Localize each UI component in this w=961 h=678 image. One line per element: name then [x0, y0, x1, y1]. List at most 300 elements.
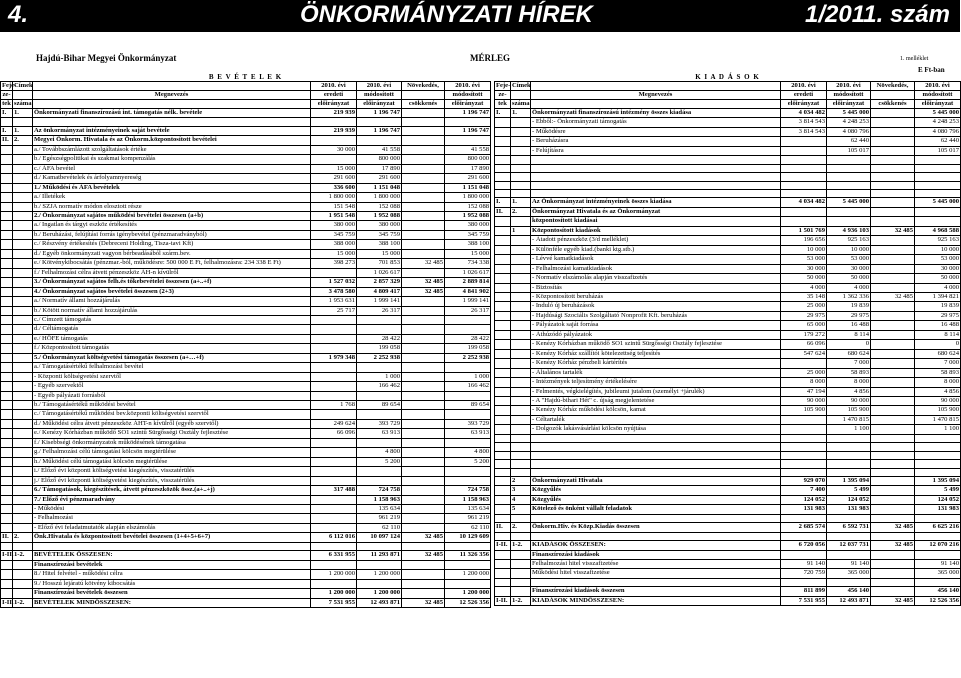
- row-code: [1, 268, 13, 277]
- row-value: [871, 264, 915, 273]
- row-value: [871, 460, 915, 468]
- row-value: [402, 476, 445, 485]
- row-value: 66 096: [781, 340, 827, 349]
- col-header: módosított: [827, 91, 871, 100]
- row-value: [915, 451, 961, 459]
- row-label: - Kenézy Kórház szállítói kötelezettség teljesítés: [531, 349, 781, 358]
- row-code: [511, 587, 531, 596]
- row-code: [495, 283, 511, 292]
- row-value: [871, 505, 915, 514]
- row-value: [311, 560, 357, 569]
- row-code: [1, 401, 13, 410]
- row-label: Az önkormányzat intézményeinek saját bevétele: [33, 126, 311, 135]
- row-code: [511, 425, 531, 434]
- row-value: 380 000: [357, 221, 402, 230]
- col-header: előirányzat: [311, 100, 357, 109]
- row-value: 30 000: [311, 145, 357, 154]
- table-row: [495, 425, 961, 434]
- row-value: [871, 236, 915, 245]
- row-code: [1, 334, 13, 343]
- row-code: [1, 505, 13, 514]
- row-code: [511, 340, 531, 349]
- row-label: b./ Kötött normatív állami hozzájárulás: [33, 306, 311, 315]
- table-row: [1, 560, 491, 569]
- row-code: [1, 372, 13, 381]
- row-value: 17 890: [357, 164, 402, 173]
- row-value: [357, 325, 402, 334]
- row-code: [495, 217, 511, 226]
- row-code: I-II.: [2, 551, 14, 559]
- row-value: 131 983: [915, 505, 961, 514]
- row-code: [495, 236, 511, 245]
- row-value: 0: [827, 340, 871, 349]
- row-value: 2 252 938: [445, 353, 491, 362]
- row-label: - Normatív elszámolás alapján visszafizetés: [531, 274, 781, 283]
- row-value: [871, 198, 915, 207]
- row-value: 12 070 216: [915, 541, 961, 550]
- col-header: 2010. évi: [445, 82, 491, 91]
- row-value: [402, 560, 445, 569]
- table-row: [1, 429, 491, 438]
- row-code: [13, 164, 33, 173]
- row-code: II.: [495, 523, 511, 532]
- row-value: 0: [915, 340, 961, 349]
- row-code: [13, 514, 33, 523]
- row-value: [357, 560, 402, 569]
- row-label: 7./ Előző évi pénzmaradvány: [33, 495, 311, 504]
- row-code: [511, 190, 531, 198]
- row-label: Központosított kiadások: [531, 226, 781, 235]
- row-value: 5 499: [827, 486, 871, 495]
- row-value: [402, 230, 445, 239]
- row-code: [495, 434, 511, 442]
- row-value: [827, 460, 871, 468]
- row-label: d./ Kamatbevételek és árfolyamnyereség: [33, 174, 311, 183]
- row-value: 1 200 000: [311, 589, 357, 598]
- row-code: [511, 514, 531, 522]
- table-row: [1, 598, 491, 607]
- row-value: 16 488: [915, 321, 961, 330]
- row-code: 2.: [511, 523, 531, 532]
- row-label: - Hajdúsági Szociális Szolgáltató Nonprofit Kft. beruházás: [531, 311, 781, 320]
- row-value: 720 759: [781, 569, 827, 578]
- row-code: [495, 550, 511, 559]
- row-label: Önkormányzati finanszírozású intézmény összes kiadása: [531, 109, 781, 118]
- row-value: [402, 268, 445, 277]
- row-value: 66 096: [311, 429, 357, 438]
- row-value: 1 026 617: [445, 268, 491, 277]
- row-value: [402, 249, 445, 258]
- row-value: [781, 173, 827, 181]
- row-label: - Egyéb pályázati forrásból: [33, 391, 311, 400]
- page-number: 4.: [8, 1, 29, 28]
- col-header: előirányzat: [445, 100, 491, 109]
- row-value: [402, 438, 445, 447]
- row-code: [13, 448, 33, 457]
- row-code: [1, 240, 13, 249]
- row-code: [13, 372, 33, 381]
- table-row: [1, 126, 491, 135]
- row-code: I.: [1, 126, 13, 135]
- row-value: [311, 457, 357, 466]
- row-value: 6 112 016: [311, 533, 357, 542]
- col-header: száma: [512, 100, 530, 107]
- row-label: - Különféle egyéb kiad.(banki ktg.stb.): [531, 245, 781, 254]
- table-row: [1, 287, 491, 296]
- newspaper-title: ÖNKORMÁNYZATI HÍREK: [300, 1, 593, 28]
- row-label: - Felújításra: [531, 146, 781, 155]
- row-value: [402, 193, 445, 202]
- row-label: [531, 164, 781, 172]
- row-value: [445, 560, 491, 569]
- row-value: 3 814 543: [781, 118, 827, 127]
- table-row: [495, 451, 961, 459]
- row-value: 4 080 796: [915, 127, 961, 136]
- table-row: [1, 457, 491, 466]
- table-row: [495, 368, 961, 377]
- row-value: 1 527 032: [311, 278, 357, 287]
- table-row: [495, 550, 961, 559]
- row-value: 1 953 631: [311, 297, 357, 306]
- table-row: [495, 396, 961, 405]
- row-value: 345 759: [357, 230, 402, 239]
- row-value: 50 000: [781, 274, 827, 283]
- table-row: [495, 255, 961, 264]
- row-code: [511, 255, 531, 264]
- row-value: [402, 589, 445, 598]
- revenue-section-title: B E V É T E L E K: [208, 73, 283, 81]
- row-value: [402, 164, 445, 173]
- row-value: 166 462: [445, 382, 491, 391]
- row-value: 811 899: [781, 587, 827, 596]
- row-code: [13, 579, 33, 588]
- row-value: [827, 514, 871, 522]
- row-code: [511, 532, 531, 540]
- row-code: [1, 118, 13, 126]
- row-code: I-II.: [2, 598, 14, 606]
- row-value: [781, 181, 827, 189]
- row-value: 4 800: [357, 448, 402, 457]
- row-value: 1 158 963: [445, 495, 491, 504]
- row-code: [1, 278, 13, 287]
- row-value: [311, 268, 357, 277]
- row-code: [495, 226, 511, 235]
- row-value: 1 196 747: [357, 109, 402, 118]
- table-row: [495, 578, 961, 586]
- row-value: [871, 173, 915, 181]
- row-code: [495, 330, 511, 339]
- row-code: [1, 419, 13, 428]
- row-value: 1 200 000: [445, 589, 491, 598]
- row-code: I.: [495, 198, 511, 207]
- row-code: [13, 382, 33, 391]
- row-value: [871, 156, 915, 164]
- row-code: [13, 145, 33, 154]
- row-code: [1, 230, 13, 239]
- row-code: [495, 321, 511, 330]
- row-code: [511, 560, 531, 569]
- table-row: [1, 174, 491, 183]
- row-code: I-II.: [495, 596, 511, 605]
- row-value: 5 445 000: [827, 109, 871, 118]
- row-value: [402, 467, 445, 476]
- table-row: [1, 183, 491, 192]
- table-row: [1, 118, 491, 126]
- row-code: [13, 391, 33, 400]
- row-code: I.: [495, 109, 511, 118]
- row-code: [495, 245, 511, 254]
- row-value: [871, 476, 915, 485]
- row-code: [495, 486, 511, 495]
- row-code: [13, 457, 33, 466]
- row-value: 5 499: [915, 486, 961, 495]
- row-code: [511, 330, 531, 339]
- row-code: [13, 410, 33, 419]
- row-code: 2.: [13, 533, 33, 542]
- table-row: [495, 560, 961, 569]
- row-code: [495, 532, 511, 540]
- row-label: [33, 542, 311, 550]
- row-code: [511, 406, 531, 415]
- row-code: [495, 340, 511, 349]
- row-label: a./ Támogatásértékű felhalmozási bevétel: [33, 363, 311, 372]
- row-value: 4 968 588: [915, 226, 961, 235]
- row-code: [511, 181, 531, 189]
- row-label: - Céltartalék: [531, 415, 781, 424]
- row-code: [1, 259, 13, 268]
- row-code: [511, 302, 531, 311]
- row-code: [13, 495, 33, 504]
- row-value: 32 485: [402, 278, 445, 287]
- row-code: [495, 146, 511, 155]
- row-value: 1 362 336: [827, 292, 871, 301]
- table-row: [1, 363, 491, 372]
- row-value: [871, 302, 915, 311]
- col-header: tek: [495, 100, 511, 109]
- row-value: [402, 391, 445, 400]
- row-value: [871, 109, 915, 118]
- row-value: [311, 372, 357, 381]
- row-value: 6 331 955: [311, 551, 357, 560]
- row-code: [511, 156, 531, 164]
- row-code: [13, 268, 33, 277]
- row-value: 345 759: [445, 230, 491, 239]
- table-row: [1, 542, 491, 550]
- row-code: [511, 378, 531, 387]
- row-value: 26 317: [445, 306, 491, 315]
- table-row: [1, 523, 491, 532]
- row-label: 2./ Önkormányzat sajátos működési bevételei összesen (a+b): [33, 211, 311, 220]
- row-value: [871, 378, 915, 387]
- row-value: [357, 438, 402, 447]
- row-code: [511, 274, 531, 283]
- row-value: 166 462: [357, 382, 402, 391]
- row-value: [311, 438, 357, 447]
- table-row: [1, 211, 491, 220]
- row-value: [402, 570, 445, 579]
- table-row: [495, 476, 961, 485]
- row-code: [495, 468, 511, 476]
- table-row: [495, 226, 961, 235]
- row-value: 28 422: [445, 334, 491, 343]
- row-code: [495, 415, 511, 424]
- row-code: [1, 542, 13, 550]
- table-row: [495, 468, 961, 476]
- row-value: [357, 363, 402, 372]
- row-label: [531, 434, 781, 442]
- row-code: [495, 255, 511, 264]
- row-value: 58 893: [915, 368, 961, 377]
- row-value: 53 000: [781, 255, 827, 264]
- table-row: [495, 569, 961, 578]
- row-value: [915, 578, 961, 586]
- row-code: 5: [511, 505, 531, 514]
- col-header: 2010. évi: [781, 82, 827, 91]
- row-label: Finanszírozási kiadások: [531, 550, 781, 559]
- row-value: 131 983: [827, 505, 871, 514]
- row-code: 1-2.: [511, 596, 531, 605]
- row-label: c./ ÁFA bevétel: [33, 164, 311, 173]
- row-value: [871, 274, 915, 283]
- row-value: [827, 451, 871, 459]
- row-code: [13, 429, 33, 438]
- table-row: [1, 476, 491, 485]
- row-value: 456 140: [915, 587, 961, 596]
- row-value: [311, 523, 357, 532]
- table-row: [1, 589, 491, 598]
- row-value: 1 800 000: [445, 193, 491, 202]
- row-label: - Intézmények teljesítmény értékelésére: [531, 378, 781, 387]
- row-label: [531, 173, 781, 181]
- table-row: [495, 217, 961, 226]
- row-value: [402, 126, 445, 135]
- unit-label: E Ft-ban: [918, 66, 945, 74]
- row-value: [311, 505, 357, 514]
- row-label: d./ Céltámogatás: [33, 325, 311, 334]
- row-value: [402, 363, 445, 372]
- row-value: 1 768: [311, 401, 357, 410]
- table-row: [1, 372, 491, 381]
- row-value: [871, 311, 915, 320]
- row-label: - Központosított beruházás: [531, 292, 781, 301]
- row-value: 1 200 000: [311, 570, 357, 579]
- row-value: 41 558: [357, 145, 402, 154]
- row-code: [511, 127, 531, 136]
- row-label: [531, 190, 781, 198]
- row-value: 2 685 574: [781, 523, 827, 532]
- row-code: [1, 560, 13, 569]
- row-value: 105 017: [827, 146, 871, 155]
- table-row: [495, 434, 961, 442]
- row-value: [781, 164, 827, 172]
- row-code: 1-2.: [511, 541, 531, 550]
- row-value: 1 800 000: [357, 193, 402, 202]
- row-value: 30 000: [915, 264, 961, 273]
- row-label: i./ Előző évi központi költségvetési kiegészítés, visszatérülés: [33, 467, 311, 476]
- row-label: b./ Támogatásértékű működési bevétel: [33, 401, 311, 410]
- row-value: [445, 410, 491, 419]
- row-value: [781, 359, 827, 368]
- row-value: 28 422: [357, 334, 402, 343]
- table-row: [495, 181, 961, 189]
- row-code: [13, 221, 33, 230]
- row-code: [1, 523, 13, 532]
- row-value: 152 088: [357, 202, 402, 211]
- table-row: [495, 523, 961, 532]
- table-row: [495, 190, 961, 198]
- row-value: 25 717: [311, 306, 357, 315]
- row-value: 398 273: [311, 259, 357, 268]
- table-row: [495, 415, 961, 424]
- row-value: [781, 460, 827, 468]
- row-value: 53 000: [915, 255, 961, 264]
- row-code: [13, 401, 33, 410]
- row-value: [311, 579, 357, 588]
- row-code: [511, 550, 531, 559]
- row-value: [827, 207, 871, 216]
- row-value: 317 488: [311, 486, 357, 495]
- row-label: [531, 443, 781, 451]
- row-value: 10 000: [781, 245, 827, 254]
- table-row: [1, 353, 491, 362]
- row-code: [1, 325, 13, 334]
- row-code: [495, 292, 511, 301]
- row-code: [1, 410, 13, 419]
- row-value: [871, 283, 915, 292]
- row-label: 8./ Hitel felvétel - működési célra: [33, 570, 311, 579]
- col-header: Növekedés,: [402, 82, 445, 91]
- row-value: 32 485: [402, 533, 445, 542]
- table-row: [1, 448, 491, 457]
- row-value: [402, 457, 445, 466]
- row-code: 1.: [511, 198, 531, 207]
- row-label: Önkormányzat Hivatala és az Önkormányzat: [531, 207, 781, 216]
- row-code: 1-2.: [13, 551, 33, 560]
- row-label: - Felhalmozási kamatkiadások: [531, 264, 781, 273]
- row-code: [495, 311, 511, 320]
- row-value: 90 000: [781, 396, 827, 405]
- row-value: 10 000: [827, 245, 871, 254]
- row-value: [402, 315, 445, 324]
- row-value: 50 000: [915, 274, 961, 283]
- row-value: 800 000: [357, 155, 402, 164]
- row-value: [357, 467, 402, 476]
- row-value: 925 163: [915, 236, 961, 245]
- row-value: 1 151 048: [445, 183, 491, 192]
- row-value: 7 531 955: [781, 596, 827, 605]
- row-value: 12 037 731: [827, 541, 871, 550]
- row-value: [445, 118, 491, 126]
- row-value: 4 841 902: [445, 287, 491, 296]
- table-row: [495, 198, 961, 207]
- col-header: Megnevezés: [531, 91, 781, 100]
- row-label: Működési hitel visszafizetése: [531, 569, 781, 578]
- row-label: KIADÁSOK ÖSSZESEN:: [531, 541, 781, 550]
- row-code: [511, 146, 531, 155]
- row-value: 4 248 253: [827, 118, 871, 127]
- row-value: [402, 382, 445, 391]
- table-row: [495, 359, 961, 368]
- row-value: 152 088: [445, 202, 491, 211]
- row-label: a./ Továbbszámlázott szolgáltatások értéke: [33, 145, 311, 154]
- row-label: [531, 514, 781, 522]
- table-row: [495, 505, 961, 514]
- row-value: 5 200: [445, 457, 491, 466]
- col-header: Címek: [14, 82, 33, 89]
- table-row: [1, 268, 491, 277]
- row-value: 10 000: [915, 245, 961, 254]
- row-value: 4 936 103: [827, 226, 871, 235]
